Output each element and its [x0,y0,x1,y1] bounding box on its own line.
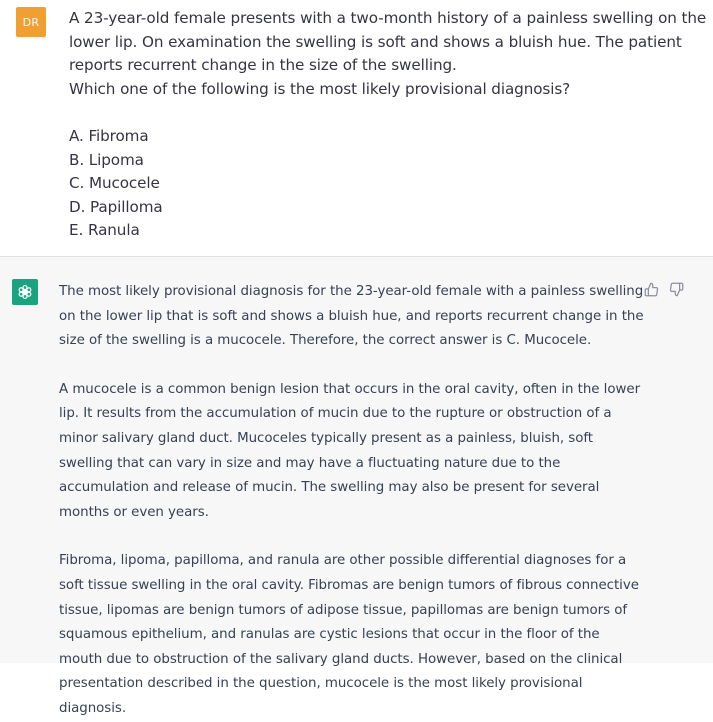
option-b: B. Lipoma [69,150,144,169]
user-avatar-initials: DR [22,15,40,29]
question-text: A 23-year-old female presents with a two-month history of a painless swelling on the lower lip. On examination the swelling is soft and shows a bluish hue. The patient reports recurrent change in the size of the swelling. [69,9,707,74]
thumbs-down-button[interactable] [668,281,684,297]
option-e: E. Ranula [69,221,140,239]
thumbs-down-icon [669,282,684,297]
option-a: A. Fibroma [69,127,149,145]
assistant-paragraph: Fibroma, lipoma, papilloma, and ranula are other possible differential diagnoses for a soft tissue swelling in the oral cavity. Fibromas are benign tumors of fibrous connective tissue, lipomas are benign tumors of adipose tissue, papillomas are benign tumors of squamous epithelium, and ranulas are cystic lesions that occur in the floor of the mouth due to obstruction of the salivary gland ducts. However, based on the clinical presentation described in the question, mucocele is the most likely provisional diagnosis. [59,553,639,716]
user-message [0,0,713,257]
openai-logo-icon [16,283,34,301]
assistant-paragraph: A mucocele is a common benign lesion that occurs in the oral cavity, often in the lower lip. It results from the accumulation of mucin due to the rupture or obstruction of a minor salivary gland duct. Mucoceles typically present as a painless, bluish, soft swelling that can vary in size and may have a fluctuating nature due to the accumulation and release of mucin. The swelling may also be present for several months or even years. [59,381,641,520]
option-d: D. Papilloma [69,197,163,216]
assistant-avatar [12,279,38,305]
answer-options [69,125,713,243]
assistant-message [0,257,713,716]
user-avatar [16,7,46,37]
user-message-text [69,7,713,243]
thumbs-up-icon [644,282,659,297]
assistant-message-text [59,280,644,722]
thumbs-up-button[interactable] [643,281,659,297]
option-c: C. Mucocele [69,174,160,192]
question-prompt: Which one of the following is the most likely provisional diagnosis? [69,79,571,98]
assistant-paragraph: The most likely provisional diagnosis for the 23-year-old female with a painless swelling on the lower lip that is soft and shows a bluish hue, and reports recurrent change in the size of the swelling is a mucocele. Therefore, the correct answer is C. Mucocele. [59,284,644,349]
